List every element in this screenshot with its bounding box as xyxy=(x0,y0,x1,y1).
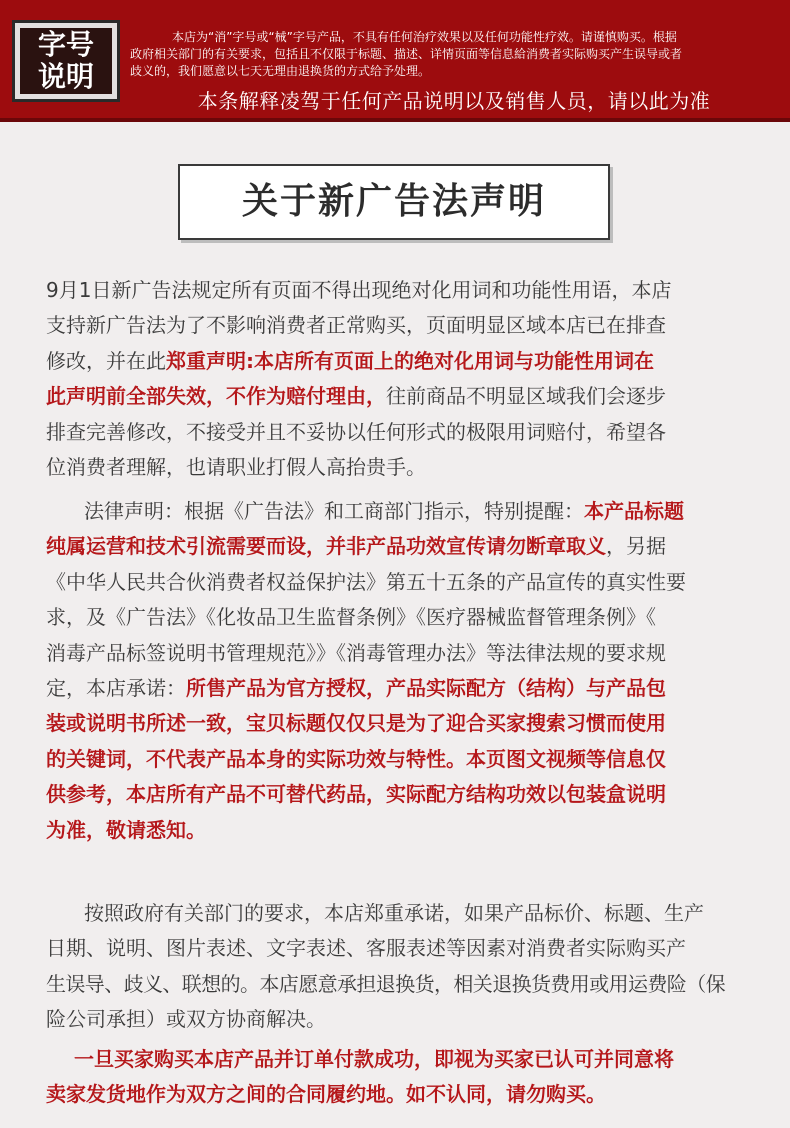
paragraph-ad-law xyxy=(46,273,752,485)
p2-line-4: 求，及《广告法》《化妆品卫生监督条例》《医疗器械监督管理条例》《 xyxy=(46,605,656,630)
p1-line-6: 位消费者理解，也请职业打假人高抬贵手。 xyxy=(46,455,426,480)
p3-line-2: 日期、说明、图片表述、文字表述、客服表述等因素对消费者实际购买产 xyxy=(46,936,686,961)
title-box xyxy=(178,164,610,240)
p1-line-5: 排查完善修改，不接受并且不妥协以任何形式的极限用词赔付，希望各 xyxy=(46,419,666,444)
banner-divider xyxy=(0,118,790,122)
p3-line-3: 生误导、歧义、联想的。本店愿意承担退换货，相关退换货费用或用运费险（保 xyxy=(46,971,725,996)
p2-line-2: 纯属运营和技术引流需要而设，并非产品功效宣传请勿断章取义，另据 xyxy=(46,534,666,559)
notice-line-3: 歧义的，我们愿意以七天无理由退换货的方式给予处理。 xyxy=(130,64,431,78)
p2-line-10: 为准，敬请悉知。 xyxy=(46,817,206,842)
notice-line-1: 本店为“消”字号或“械”字号产品，不具有任何治疗效果以及任何功能性疗效。请谨慎购买。根据 xyxy=(172,30,677,44)
p1-line-4: 此声明前全部失效，不作为赔付理由，往前商品不明显区域我们会逐步 xyxy=(46,384,666,409)
p4-line-1: 一旦买家购买本店产品并订单付款成功，即视为买家已认可并同意将 xyxy=(74,1047,674,1071)
p4-line-2: 卖家发货地作为双方之间的合同履约地。如不认同，请勿购买。 xyxy=(46,1082,606,1107)
page-title: 关于新广告法声明 xyxy=(241,181,546,222)
solemn-statement: 郑重声明:本店所有页面上的绝对化用词与功能性用词在 xyxy=(166,348,654,373)
p2-line-1: 法律声明：根据《广告法》和工商部门指示，特别提醒：本产品标题 xyxy=(84,499,684,523)
p2-line-8: 的关键词，不代表产品本身的实际功效与特性。本页图文视频等信息仅 xyxy=(46,746,666,771)
notice-line-2: 政府相关部门的有关要求，包括且不仅限于标题、描述、详情页面等信息給消费者实际购买产生误导或者 xyxy=(130,47,683,61)
product-notice xyxy=(130,29,778,80)
p2-line-9: 供参考，本店所有产品不可替代药品，实际配方结构功效以包装盒说明 xyxy=(46,782,666,807)
p1-line-1: 9月1日新广告法规定所有页面不得出现绝对化用词和功能性用语，本店 xyxy=(46,278,672,302)
p2-line-6: 定，本店承诺：所售产品为官方授权，产品实际配方（结构）与产品包 xyxy=(46,676,666,701)
header-banner xyxy=(0,0,790,118)
p1-line-3: 修改，并在此郑重声明:本店所有页面上的绝对化用词与功能性用词在 xyxy=(46,348,654,373)
p1-line-2: 支持新广告法为了不影响消费者正常购买，页面明显区域本店已在排查 xyxy=(46,313,666,338)
interpretation-statement: 本条解释凌驾于任何产品说明以及销售人员，请以此为准 xyxy=(197,89,711,113)
paragraph-commitment xyxy=(46,896,752,1038)
badge-line-2: 说明 xyxy=(37,60,94,93)
p2-line-5: 消毒产品标签说明书管理规范》》《消毒管理办法》等法律法规的要求规 xyxy=(46,640,666,665)
label-badge xyxy=(12,20,120,102)
paragraph-legal-statement xyxy=(46,494,752,848)
p3-line-1: 按照政府有关部门的要求，本店郑重承诺，如果产品标价、标题、生产 xyxy=(84,901,704,925)
paragraph-contract xyxy=(46,1042,752,1113)
p2-line-7: 装或说明书所述一致，宝贝标题仅仅只是为了迎合买家搜索习惯而使用 xyxy=(46,711,666,736)
p2-line-3: 《中华人民共合伙消费者权益保护法》第五十五条的产品宣传的真实性要 xyxy=(46,569,686,594)
badge-line-1: 字号 xyxy=(37,28,94,61)
p3-line-4: 险公司承担）或双方协商解决。 xyxy=(46,1007,326,1032)
